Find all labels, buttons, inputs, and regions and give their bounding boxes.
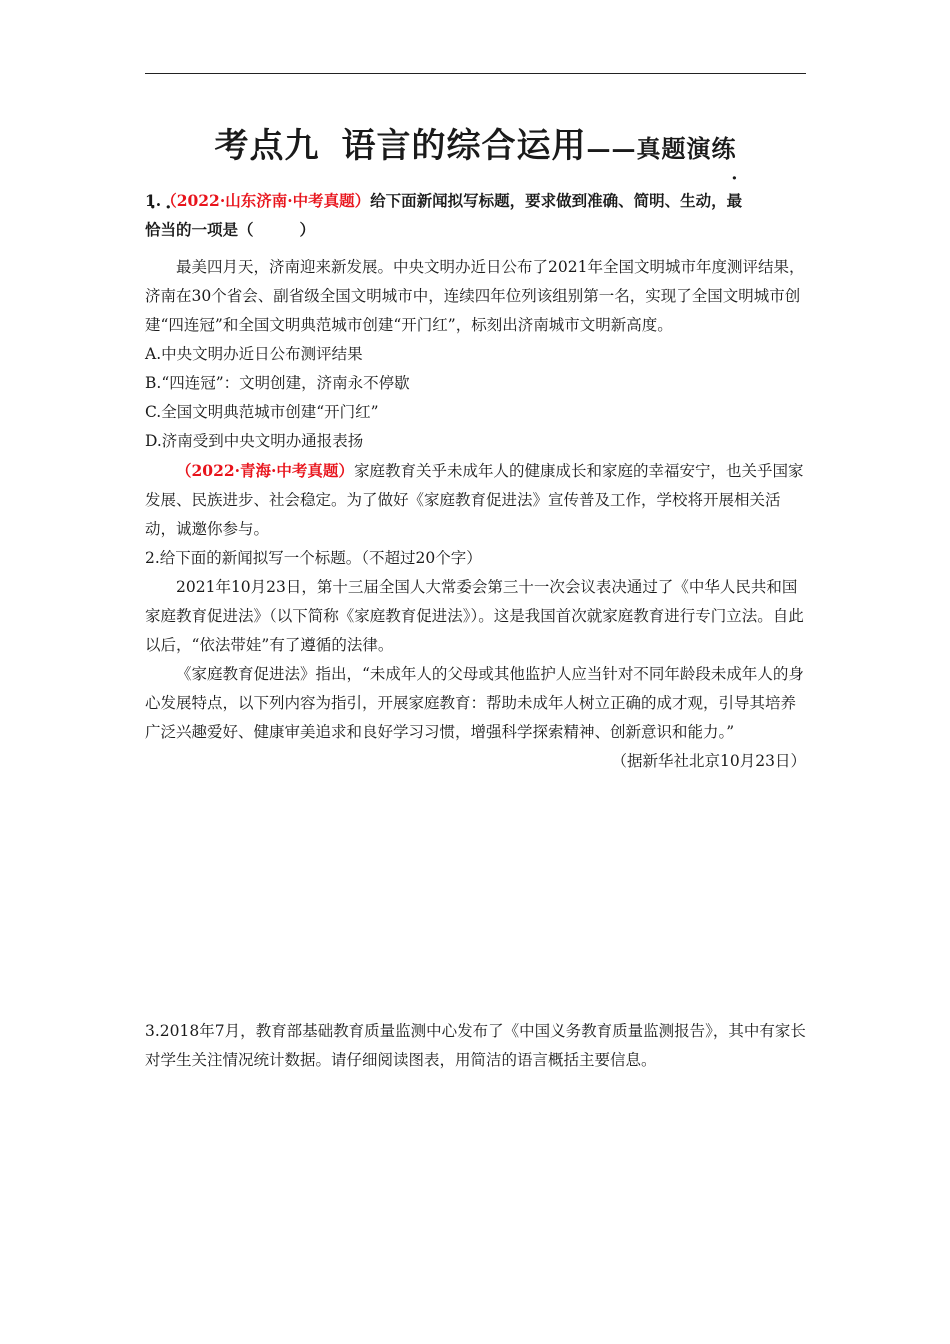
question-2-prompt: 2.给下面的新闻拟写一个标题。（不超过20个字） bbox=[145, 549, 482, 567]
title-sub: ——真题演练 bbox=[586, 134, 737, 163]
option-b[interactable]: B.“四连冠”：文明创建，济南永不停歇 bbox=[145, 374, 410, 392]
question-1-prompt-text: ） bbox=[299, 220, 316, 239]
title-topic: 语言的综合运用 bbox=[341, 126, 587, 166]
question-2-intro bbox=[145, 456, 806, 544]
header-rule bbox=[145, 73, 806, 74]
question-1-body bbox=[145, 253, 806, 776]
question-2-intro-text: 家庭教育关乎未成年人的健康成长和家庭的幸福安宁，也关乎国家发展、民族进步、社会稳定。为了做好《家庭教育促进法》宣传普及工作，学校将开展相关活动，诚邀你参与。 bbox=[145, 462, 804, 538]
question-2-source: （2022·青海·中考真题） bbox=[176, 461, 354, 480]
question-2-attribution: （据新华社北京10月23日） bbox=[611, 752, 806, 770]
question-1-prompt-text: 给下面新闻拟写标题，要求做到准确、简明、生动， bbox=[370, 191, 727, 210]
question-2-para-1: 2021年10月23日，第十三届全国人大常委会第三十一次会议表决通过了《中华人民共和国家庭教育促进法》（以下简称《家庭教育促进法》）。这是我国首次就家庭教育进行专门立法。自此以后，“依法带娃”有了遵循的法律。 bbox=[145, 578, 804, 654]
question-1-number: 1. bbox=[145, 191, 162, 210]
emphasis-char: 恰 bbox=[145, 220, 161, 239]
question-1-source: （2022·山东济南·中考真题） bbox=[161, 191, 371, 210]
option-c[interactable]: C.全国文明典范城市创建“开门红” bbox=[145, 403, 379, 421]
question-2-para-2: 《家庭教育促进法》指出，“未成年人的父母或其他监护人应当针对不同年龄段未成年人的身心发展特点，以下列内容为指引，开展家庭教育：帮助未成年人树立正确的成才观，引导其培养广泛兴趣爱好、健康审美追求和良好学习习惯，增强科学探索精神、创新意识和能力。” bbox=[145, 665, 804, 741]
page-title bbox=[145, 118, 806, 167]
option-d[interactable]: D.济南受到中央文明办通报表扬 bbox=[145, 432, 364, 450]
question-1-prompt bbox=[145, 186, 806, 244]
question-1-prompt-text: 的一项是（ bbox=[176, 220, 254, 239]
emphasis-char: 最 bbox=[726, 191, 743, 210]
question-3 bbox=[145, 1017, 806, 1075]
emphasis-char: 当 bbox=[160, 220, 177, 239]
question-1-passage: 最美四月天，济南迎来新发展。中央文明办近日公布了2021年全国文明城市年度测评结果，济南在30个省会、副省级全国文明城市中，连续四年位列该组别第一名，实现了全国文明城市创建“四连冠”和全国文明典范城市创建“开门红”，标刻出济南城市文明新高度。 bbox=[145, 258, 805, 334]
question-3-prompt: 3.2018年7月，教育部基础教育质量监测中心发布了《中国义务教育质量监测报告》，其中有家长对学生关注情况统计数据。请仔细阅读图表，用简洁的语言概括主要信息。 bbox=[145, 1022, 806, 1069]
title-main: 考点九 bbox=[214, 126, 320, 166]
option-a[interactable]: A.中央文明办近日公布测评结果 bbox=[145, 345, 363, 363]
